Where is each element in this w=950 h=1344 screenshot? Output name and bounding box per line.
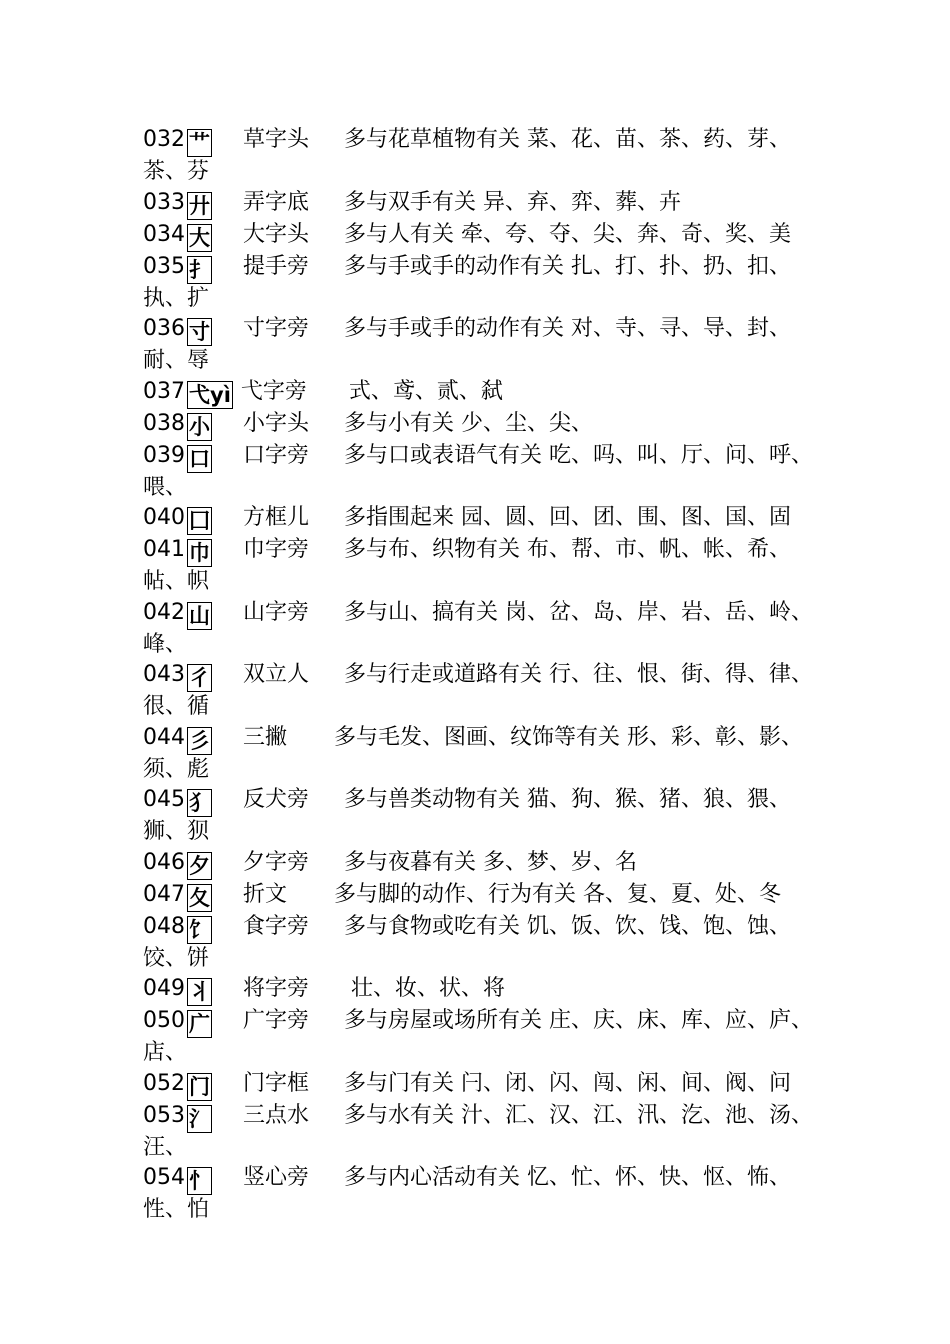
radical-name: 巾字旁 [243,537,310,562]
radical-entry-045 [143,785,833,848]
example-characters: 各、复、夏、处、冬 [583,881,782,907]
radical-description: 多与手或手的动作有关 [344,253,565,279]
radical-glyph: 夂 [189,885,210,910]
example-characters: 牵、夸、夺、尖、奔、奇、奖、美 [461,221,792,247]
radical-entry-048 [143,912,833,975]
radical-glyph: 弋yì [189,382,231,407]
example-characters: 菜、花、苗、茶、药、芽、茶、芬 [143,127,792,184]
radical-glyph: 饣 [189,917,210,942]
entry-number: 037 [143,378,185,404]
radical-entry-044 [143,723,833,786]
entry-number: 034 [143,221,185,247]
radical-glyph: 忄 [189,1169,210,1193]
entry-number: 049 [143,976,185,1001]
radical-entry-039 [143,441,833,504]
example-characters: 行、往、恨、街、得、律、很、循 [143,662,814,719]
entry-number: 046 [143,849,185,875]
entry-number: 035 [143,253,185,279]
radical-name: 反犬旁 [243,787,310,812]
radical-description: 多与兽类动物有关 [344,787,521,812]
radical-glyph: 夕 [189,853,210,878]
radical-glyph: 门 [189,1074,210,1099]
entry-number: 047 [143,881,185,907]
radical-glyph: 廾 [189,193,210,218]
example-characters: 壮、妆、状、将 [351,976,506,1001]
entry-number: 032 [143,127,185,152]
example-characters: 式、鸢、贰、弑 [348,378,503,404]
radical-glyph: 犭 [189,791,210,815]
example-characters: 布、帮、市、帆、帐、希、帖、帜 [143,537,792,594]
radical-entry-041 [143,535,833,598]
entry-number: 040 [143,505,185,530]
example-characters: 少、尘、尖、 [461,410,594,436]
radical-entry-034 [143,220,833,252]
radical-description: 多与山、搞有关 [344,599,499,625]
example-characters: 猫、狗、猴、猪、狼、猥、狮、狈 [143,787,792,844]
example-characters: 多、梦、岁、名 [483,849,638,875]
example-characters: 园、圆、回、团、围、图、国、固 [461,505,792,530]
radical-name: 大字头 [243,221,310,247]
entry-number: 038 [143,410,185,436]
radical-glyph: 氵 [189,1106,210,1131]
radical-name: 双立人 [243,662,310,687]
radical-name: 小字头 [243,410,310,436]
radical-description: 多与夜暮有关 [344,849,477,875]
radical-description: 多与人有关 [344,221,455,247]
radical-name: 山字旁 [243,599,310,625]
radical-name: 弄字底 [243,189,310,215]
radical-glyph: 彳 [189,666,210,690]
radical-entry-053 [143,1101,833,1164]
radical-name: 方框儿 [243,505,310,530]
example-characters: 忆、忙、怀、快、怄、怖、性、怕 [143,1165,792,1222]
radical-entry-046 [143,848,833,880]
radical-glyph: 囗 [189,509,210,533]
radical-description: 多与小有关 [344,410,455,436]
example-characters: 汁、汇、汉、江、汛、汔、池、汤、汪、 [143,1102,814,1160]
radical-glyph: 扌 [189,257,210,282]
radical-entry-035 [143,252,833,315]
radical-description: 多与口或表语气有关 [344,442,543,468]
example-characters: 岗、岔、岛、岸、岩、岳、岭、峰、 [143,599,814,657]
entry-number: 052 [143,1070,185,1096]
entry-number: 041 [143,537,185,562]
radical-glyph: 寸 [189,320,210,344]
radical-glyph: 大 [189,225,210,250]
radical-entry-037 [143,377,833,409]
radical-name: 食字旁 [243,913,310,939]
radical-name: 夕字旁 [243,849,310,875]
radical-entry-047 [143,880,833,912]
entry-number: 036 [143,316,185,341]
radical-description: 多与毛发、图画、纹饰等有关 [334,724,621,750]
entry-number: 044 [143,724,185,750]
example-characters: 对、寺、寻、导、封、耐、辱 [143,316,792,373]
radical-description: 多与花草植物有关 [344,127,521,152]
radical-name: 三撇 [243,724,288,750]
radical-description: 多与内心活动有关 [344,1165,521,1190]
radical-entry-033 [143,188,833,220]
radical-entry-038 [143,409,833,441]
radical-entry-050 [143,1006,833,1069]
radical-entry-052 [143,1069,833,1101]
radical-glyph: 巾 [189,541,210,565]
radical-name: 寸字旁 [243,316,310,341]
example-characters: 闩、闭、闪、闯、闲、间、阀、问 [461,1070,792,1096]
radical-entry-049 [143,974,833,1006]
entry-number: 045 [143,787,185,812]
radical-entry-043 [143,660,833,723]
radical-name: 门字框 [243,1070,310,1096]
radical-glyph: 山 [189,603,210,628]
radical-name: 竖心旁 [243,1165,310,1190]
radical-glyph: 小 [189,414,210,439]
entry-number: 043 [143,662,185,687]
radical-name: 三点水 [243,1102,310,1128]
radical-description: 多与门有关 [344,1070,455,1096]
radical-entry-042 [143,598,833,661]
entry-number: 042 [143,599,185,625]
radical-glyph: 口 [189,446,210,471]
radical-entry-036 [143,314,833,377]
radical-description: 多指围起来 [344,505,455,530]
radical-glyph: 广 [189,1012,210,1036]
example-characters: 庄、庆、床、库、应、庐、店、 [143,1008,814,1065]
radical-glyph: 丬 [189,980,210,1004]
radical-description: 多与手或手的动作有关 [344,316,565,341]
radical-description: 多与食物或吃有关 [344,913,521,939]
example-characters: 扎、打、扑、扔、扣、执、扩 [143,253,792,311]
radical-description: 多与双手有关 [344,189,477,215]
entry-number: 050 [143,1008,185,1033]
radical-entry-040 [143,503,833,535]
entry-number: 048 [143,913,185,939]
radical-description: 多与行走或道路有关 [344,662,543,687]
entry-number: 039 [143,442,185,468]
radical-name: 提手旁 [243,253,310,279]
radical-glyph: 艹 [189,131,210,155]
entry-number: 054 [143,1165,185,1190]
radical-glyph: 彡 [189,728,210,753]
radical-name: 广字旁 [243,1008,310,1033]
radical-description: 多与房屋或场所有关 [344,1008,543,1033]
radical-name: 将字旁 [243,976,310,1001]
example-characters: 异、弃、弈、葬、卉 [483,189,682,215]
radical-list [143,125,833,1226]
radical-name: 草字头 [243,127,310,152]
example-characters: 饥、饭、饮、饯、饱、蚀、饺、饼 [143,913,792,971]
radical-description: 多与布、织物有关 [344,537,521,562]
radical-description: 多与脚的动作、行为有关 [334,881,577,907]
radical-entry-032 [143,125,833,188]
radical-name: 折文 [243,881,288,907]
radical-name: 口字旁 [243,442,310,468]
entry-number: 053 [143,1102,185,1128]
radical-entry-054 [143,1163,833,1226]
radical-name: 弋字旁 [240,378,307,404]
example-characters: 形、彩、彰、影、须、彪 [143,724,804,782]
entry-number: 033 [143,189,185,215]
radical-description: 多与水有关 [344,1102,455,1128]
example-characters: 吃、吗、叫、厅、问、呼、喂、 [143,442,814,500]
